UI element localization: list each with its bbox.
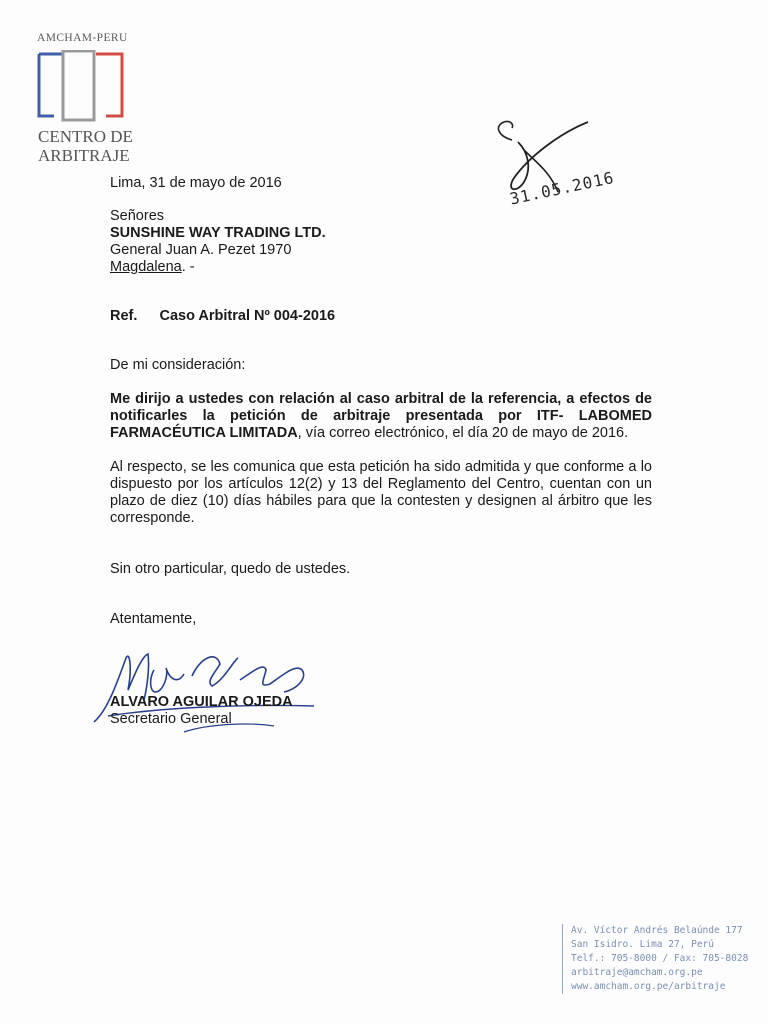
footer-address bbox=[562, 924, 748, 994]
footer-line-2: San Isidro. Lima 27, Perú bbox=[571, 939, 714, 950]
footer-website: www.amcham.org.pe/arbitraje bbox=[571, 981, 726, 992]
logo-frames-icon bbox=[36, 50, 128, 122]
signatory-title: Secretario General bbox=[110, 711, 232, 727]
reference-label: Ref. bbox=[110, 308, 138, 324]
paragraph-1-lead: Me dirijo a ustedes con relación al caso arbitral de la referencia, a efectos de notificarles la petición de arbitraje presentada por ITF- LABOMED FARMACÉUTICA LIMITADA bbox=[110, 391, 652, 441]
closing-line: Sin otro particular, quedo de ustedes. bbox=[110, 561, 351, 577]
greeting: De mi consideración: bbox=[110, 357, 246, 373]
logo-top-text: AMCHAM-PERU bbox=[37, 32, 128, 44]
letter-date: Lima, 31 de mayo de 2016 bbox=[110, 175, 282, 191]
sign-off: Atentamente, bbox=[110, 611, 197, 627]
reference-text: Caso Arbitral Nº 004-2016 bbox=[159, 308, 336, 324]
recipient-salutation: Señores bbox=[110, 208, 165, 224]
logo-line-2: ARBITRAJE bbox=[38, 146, 130, 165]
recipient-district-suffix: . - bbox=[181, 259, 195, 275]
amcham-logo bbox=[36, 30, 146, 170]
logo-line-1: CENTRO DE bbox=[38, 127, 133, 146]
recipient-district bbox=[110, 259, 195, 276]
recipient-district-name: Magdalena bbox=[110, 259, 182, 275]
footer-email: arbitraje@amcham.org.pe bbox=[571, 967, 703, 978]
footer-line-1: Av. Víctor Andrés Belaúnde 177 bbox=[571, 925, 743, 936]
paragraph-notification bbox=[110, 391, 652, 442]
paragraph-1-tail: , vía correo electrónico, el día 20 de mayo de 2016. bbox=[297, 425, 629, 441]
signatory-name: ALVARO AGUILAR OJEDA bbox=[110, 694, 293, 710]
recipient-company: SUNSHINE WAY TRADING LTD. bbox=[110, 225, 326, 241]
paragraph-admission: Al respecto, se les comunica que esta petición ha sido admitida y que conforme a lo dispuesto por los artículos 12(2) y 13 del Reglamento del Centro, cuentan con un plazo de diez (10) días hábiles para que la contesten y designen al árbitro que les corresponde. bbox=[110, 459, 652, 526]
logo-bottom-text bbox=[38, 127, 133, 165]
footer-line-3: Telf.: 705-8000 / Fax: 705-8028 bbox=[571, 953, 749, 964]
recipient-address: General Juan A. Pezet 1970 bbox=[110, 242, 292, 258]
reference-line bbox=[110, 308, 335, 325]
received-date: 31.05.2016 bbox=[508, 167, 616, 209]
